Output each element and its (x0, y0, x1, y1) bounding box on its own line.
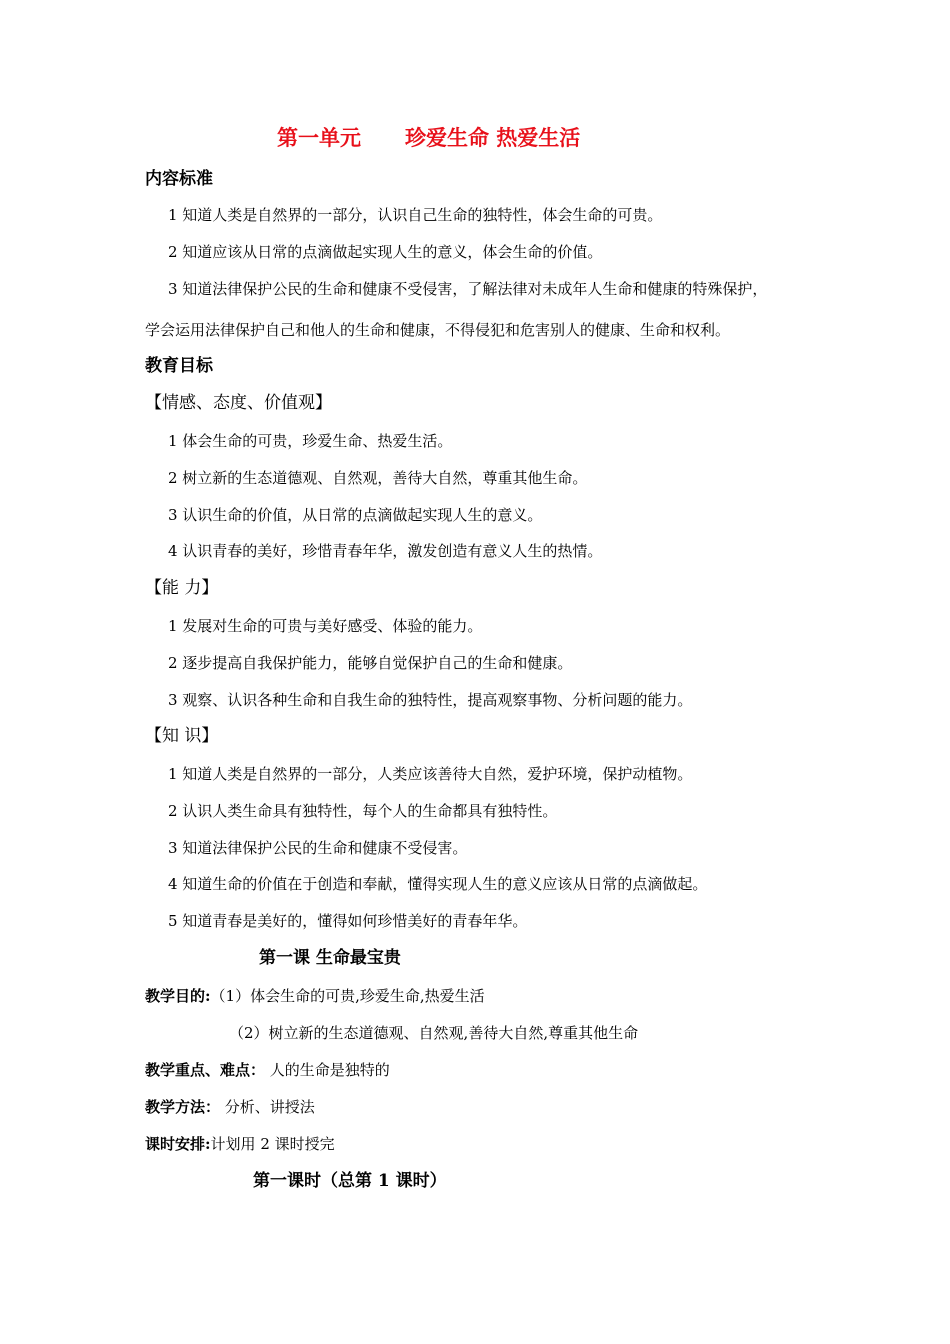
teaching-key-points-value: 人的生命是独特的 (265, 1061, 390, 1079)
class-schedule-value: 计划用 2 课时授完 (210, 1135, 335, 1153)
lesson-title: 第一课 生命最宝贵 (259, 948, 401, 968)
teaching-purpose-2: （2）树立新的生态道德观、自然观,善待大自然,尊重其他生命 (229, 1024, 639, 1042)
knowledge-goal-4: 4 知道生命的价值在于创造和奉献，懂得实现人生的意义应该从日常的点滴做起。 (168, 875, 708, 893)
knowledge-goal-3: 3 知道法律保护公民的生命和健康不受侵害。 (168, 839, 468, 857)
unit-title (277, 124, 580, 152)
knowledge-goal-5: 5 知道青春是美好的，懂得如何珍惜美好的青春年华。 (168, 912, 528, 930)
period-title: 第一课时（总第 1 课时） (253, 1171, 447, 1191)
content-standard-heading: 内容标准 (145, 169, 213, 189)
teaching-method (145, 1096, 315, 1118)
ability-goal-2: 2 逐步提高自我保护能力，能够自觉保护自己的生命和健康。 (168, 654, 573, 672)
teaching-purpose-label: 教学目的: (145, 987, 211, 1005)
standard-item-1: 1 知道人类是自然界的一部分，认识自己生命的独特性，体会生命的可贵。 (168, 206, 663, 224)
teaching-method-label: 教学方法： (145, 1098, 221, 1116)
standard-item-3: 3 知道法律保护公民的生命和健康不受侵害，了解法律对未成年人生命和健康的特殊保护， (168, 280, 768, 298)
teaching-method-value: 分析、讲授法 (220, 1098, 315, 1116)
class-schedule-label: 课时安排: (145, 1135, 211, 1153)
emotion-goals-label: 【情感、态度、价值观】 (145, 393, 332, 413)
teaching-purpose (145, 985, 485, 1007)
ability-goal-1: 1 发展对生命的可贵与美好感受、体验的能力。 (168, 617, 483, 635)
teaching-purpose-1: （1）体会生命的可贵,珍爱生命,热爱生活 (210, 987, 485, 1005)
knowledge-goal-1: 1 知道人类是自然界的一部分，人类应该善待大自然，爱护环境，保护动植物。 (168, 765, 693, 783)
emotion-goal-4: 4 认识青春的美好，珍惜青春年华，激发创造有意义人生的热情。 (168, 542, 603, 560)
teaching-key-points (145, 1059, 390, 1081)
class-schedule (145, 1133, 335, 1155)
ability-goal-3: 3 观察、认识各种生命和自我生命的独特性，提高观察事物、分析问题的能力。 (168, 691, 693, 709)
education-goals-heading: 教育目标 (145, 356, 213, 376)
standard-item-3-continuation: 学会运用法律保护自己和他人的生命和健康，不得侵犯和危害别人的健康、生命和权利。 (145, 321, 731, 339)
emotion-goal-3: 3 认识生命的价值，从日常的点滴做起实现人生的意义。 (168, 506, 543, 524)
teaching-key-points-label: 教学重点、难点： (145, 1061, 266, 1079)
standard-item-2: 2 知道应该从日常的点滴做起实现人生的意义，体会生命的价值。 (168, 243, 603, 261)
knowledge-goals-label: 【知 识】 (145, 726, 219, 746)
emotion-goal-1: 1 体会生命的可贵，珍爱生命、热爱生活。 (168, 432, 453, 450)
knowledge-goal-2: 2 认识人类生命具有独特性，每个人的生命都具有独特性。 (168, 802, 558, 820)
emotion-goal-2: 2 树立新的生态道德观、自然观，善待大自然，尊重其他生命。 (168, 469, 588, 487)
unit-title-theme: 珍爱生命 热爱生活 (405, 125, 581, 150)
unit-title-number: 第一单元 (277, 125, 361, 150)
ability-goals-label: 【能 力】 (145, 578, 219, 598)
